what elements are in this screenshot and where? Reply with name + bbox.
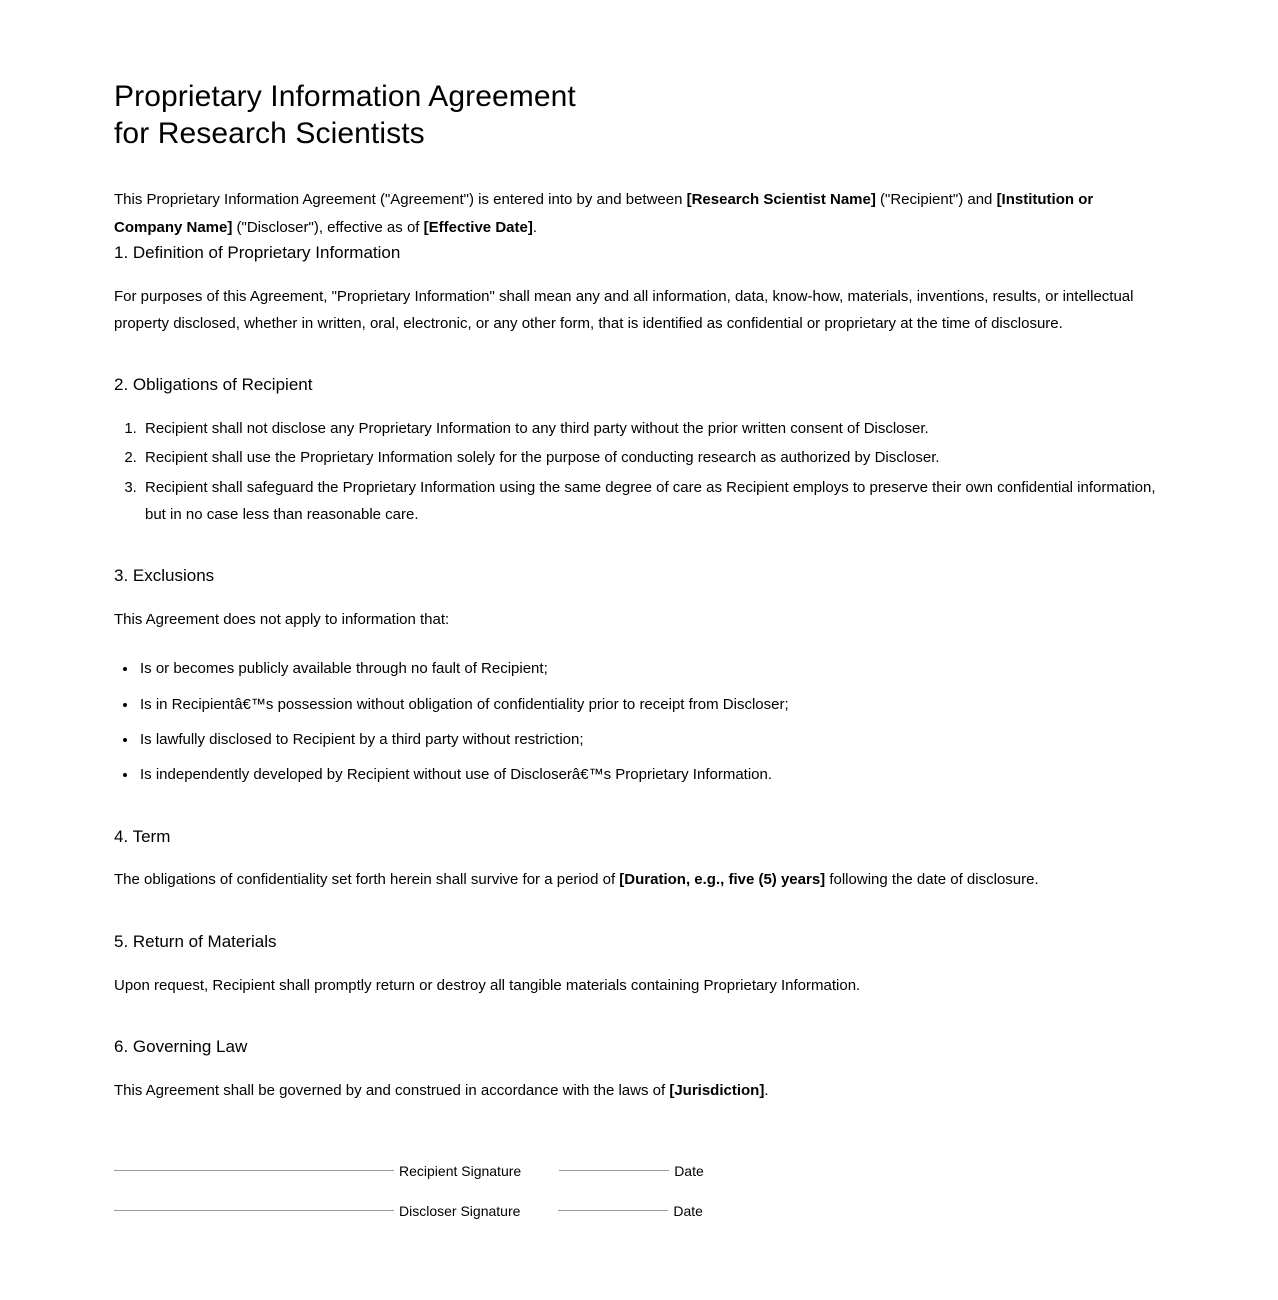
section-heading-return-of-materials: 5. Return of Materials — [114, 931, 277, 951]
placeholder-effective-date: [Effective Date] — [423, 218, 533, 236]
section-governing-law — [114, 1035, 1160, 1104]
list-item: • Is lawfully disclosed to Recipient by a third party without restriction; — [138, 726, 1160, 753]
intro-text-4: . — [532, 218, 537, 236]
intro-text-2: ("Recipient") and — [875, 191, 997, 209]
recipient-signature-label: Recipient Signature — [399, 1162, 522, 1179]
list-item: • Is in Recipientâ€™s possession without obligation of confidentiality prior to receipt from Discloser; — [138, 691, 1160, 718]
section-term — [114, 825, 1160, 894]
term-text-2: following the date of disclosure. — [825, 871, 1039, 889]
placeholder-duration: [Duration, e.g., five (5) years] — [619, 871, 826, 889]
section-body-term — [114, 866, 1160, 893]
intro-text-1: This Proprietary Information Agreement ("Agreement") is entered into by and between — [114, 191, 687, 209]
signature-block — [114, 1164, 1160, 1218]
section-exclusions — [114, 564, 1160, 788]
section-heading-term: 4. Term — [114, 826, 171, 846]
section-heading-definition: 1. Definition of Proprietary Information — [114, 242, 401, 262]
section-body-governing-law — [114, 1077, 1160, 1104]
list-item: • Is independently developed by Recipient without use of Discloserâ€™s Proprietary Information. — [138, 761, 1160, 788]
page-title — [114, 78, 1160, 152]
governing-law-text-1: This Agreement shall be governed by and construed in accordance with the laws of — [114, 1081, 670, 1099]
recipient-date-label: Date — [674, 1162, 704, 1179]
list-item: • Is or becomes publicly available through no fault of Recipient; — [138, 655, 1160, 682]
list-item: 3. Recipient shall safeguard the Proprietary Information using the same degree of care as Recipient employs to preserve their own confidential information, but in no case less than reasonable care. — [141, 474, 1160, 529]
signature-row-recipient — [114, 1164, 1160, 1178]
signature-row-discloser — [114, 1204, 1160, 1218]
discloser-signature-label: Discloser Signature — [399, 1202, 521, 1219]
list-item: 1. Recipient shall not disclose any Proprietary Information to any third party without the prior written consent of Discloser. — [141, 415, 1160, 442]
recipient-signature-line[interactable] — [114, 1170, 394, 1171]
term-text-1: The obligations of confidentiality set forth herein shall survive for a period of — [114, 871, 620, 889]
discloser-signature-line[interactable] — [114, 1210, 394, 1211]
section-definition — [114, 241, 1160, 337]
exclusions-list — [114, 655, 1160, 788]
intro-text-3: ("Discloser"), effective as of — [232, 218, 424, 236]
section-heading-governing-law: 6. Governing Law — [114, 1036, 248, 1056]
discloser-date-line[interactable] — [558, 1210, 668, 1211]
list-item: 2. Recipient shall use the Proprietary Information solely for the purpose of conducting research as authorized by Discloser. — [141, 444, 1160, 471]
discloser-date-label: Date — [673, 1202, 703, 1219]
section-body-definition: For purposes of this Agreement, "Proprietary Information" shall mean any and all information, data, know-how, materials, inventions, results, or intellectual property disclosed, whether in written, oral, electronic, or any other form, that is identified as confidential or proprietary at the time of disclosure. — [114, 287, 1134, 333]
placeholder-jurisdiction: [Jurisdiction] — [669, 1081, 765, 1099]
recipient-date-line[interactable] — [559, 1170, 669, 1171]
page-title-line-1: Proprietary Information Agreement — [114, 80, 576, 113]
section-heading-obligations: 2. Obligations of Recipient — [114, 375, 313, 395]
placeholder-recipient-name: [Research Scientist Name] — [686, 191, 876, 209]
section-body-return-of-materials: Upon request, Recipient shall promptly return or destroy all tangible materials containing Proprietary Information. — [114, 976, 861, 994]
section-return-of-materials — [114, 930, 1160, 999]
section-heading-exclusions: 3. Exclusions — [114, 566, 215, 586]
intro-paragraph — [114, 186, 1160, 241]
obligations-list — [114, 415, 1160, 528]
page-title-line-2: for Research Scientists — [114, 117, 425, 151]
governing-law-text-2: . — [764, 1081, 769, 1099]
placeholder-discloser-name: [Institution or Company Name] — [114, 191, 1094, 236]
section-obligations — [114, 373, 1160, 528]
exclusions-lead-text: This Agreement does not apply to information that: — [114, 611, 450, 629]
